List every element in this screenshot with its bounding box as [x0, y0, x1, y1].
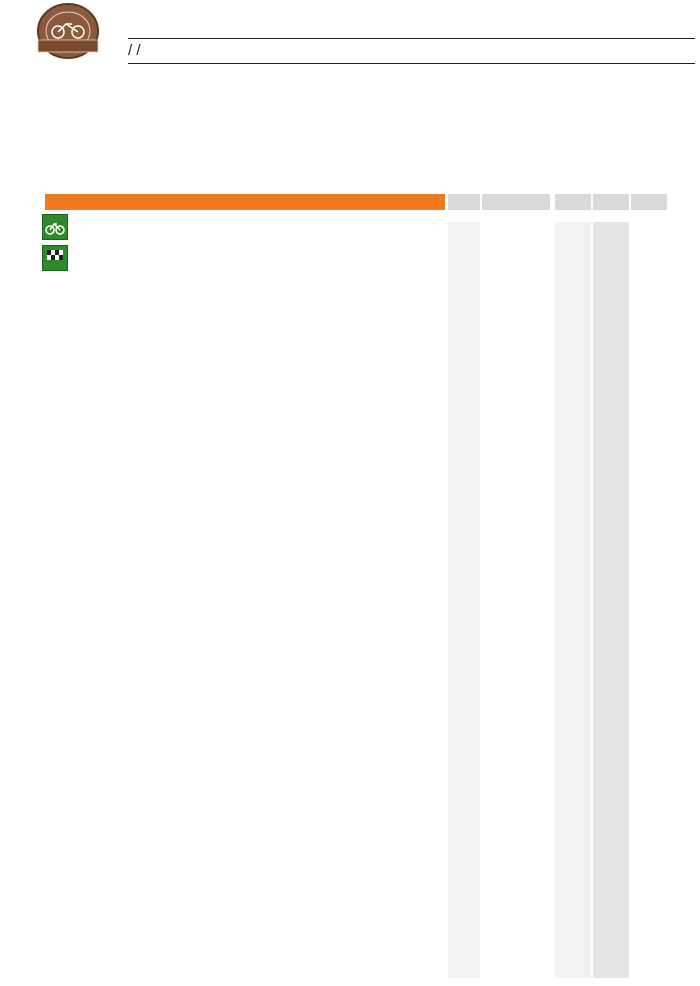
- subtitle: / /: [128, 42, 145, 59]
- province-grey: [514, 194, 550, 210]
- partial-km-header: [448, 64, 462, 184]
- altitude-header: [78, 64, 92, 184]
- title-rule: [128, 38, 695, 39]
- start-flag-icon: [42, 245, 68, 271]
- province-grey: [631, 194, 667, 210]
- tocover-km-header: [514, 64, 528, 184]
- province-grey: [555, 194, 591, 210]
- tocover-km-header-en: [538, 64, 552, 184]
- logo: [22, 2, 114, 60]
- partial-km-header-en: [462, 64, 476, 184]
- bicycle-icon: [42, 214, 68, 240]
- covered-km-header-en: [496, 64, 510, 184]
- province-grey: [448, 194, 480, 210]
- col-shade: [593, 222, 629, 978]
- col-shade: [448, 222, 480, 978]
- province-grey: [593, 194, 629, 210]
- col-shade: [555, 222, 591, 978]
- province-bar: [45, 194, 445, 210]
- sectors-header: [92, 64, 106, 184]
- subtitle-rule: [128, 63, 695, 64]
- province-grey: [482, 194, 514, 210]
- covered-km-header: [482, 64, 496, 184]
